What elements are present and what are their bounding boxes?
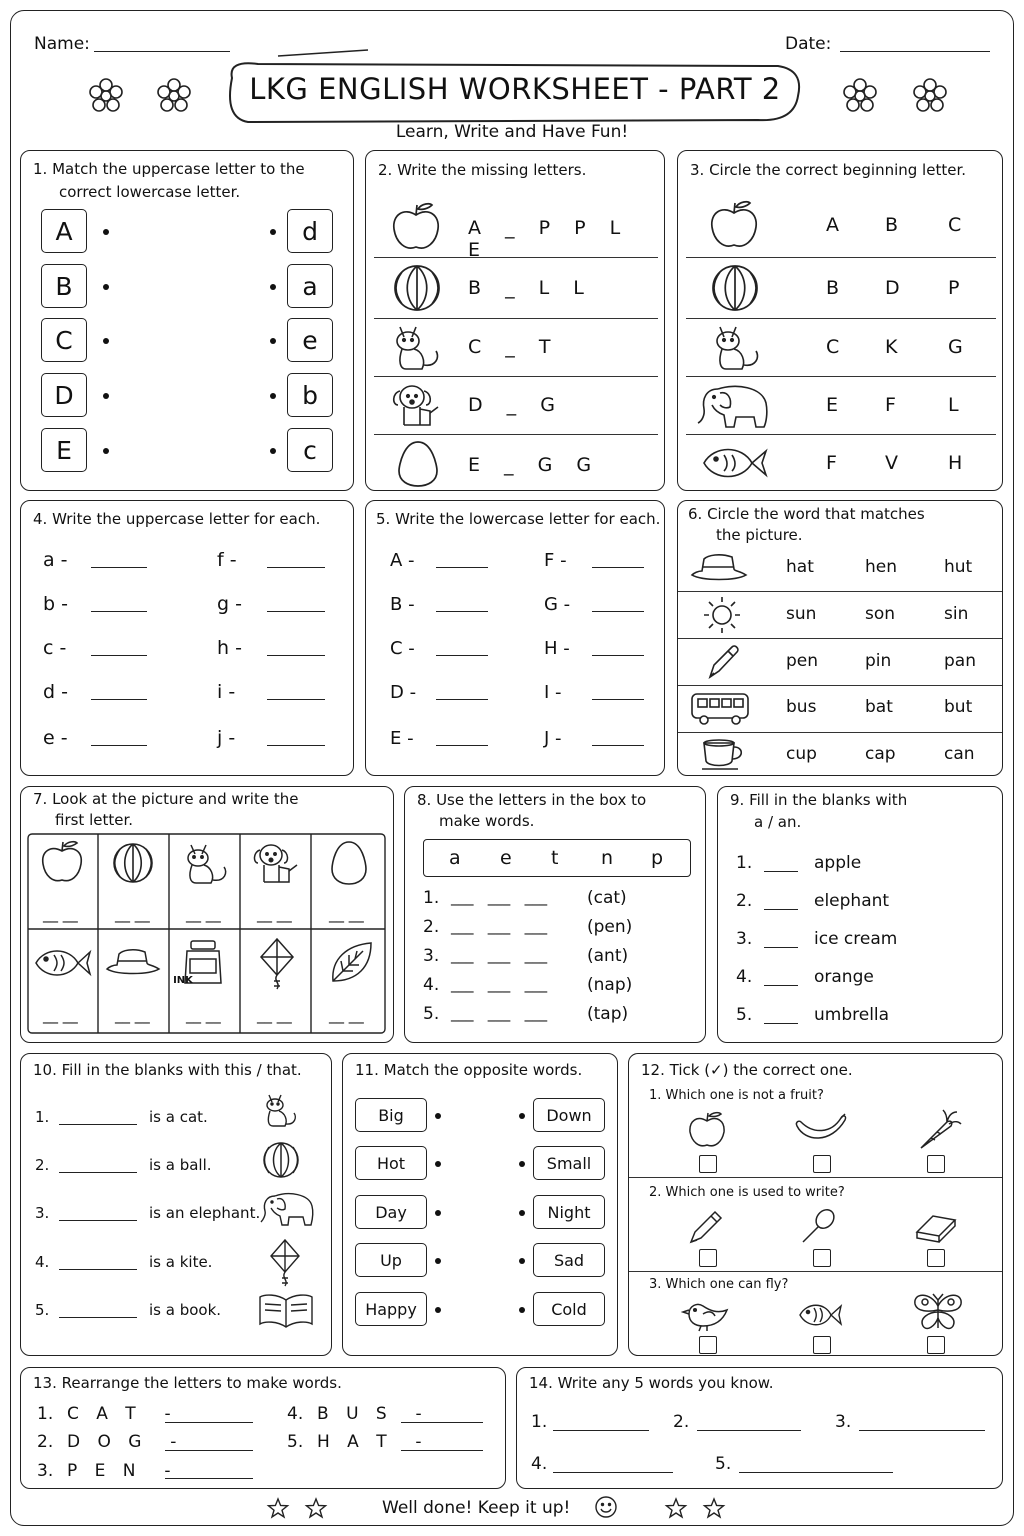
q5-item: J -: [544, 728, 562, 749]
q8-hint: (tap): [587, 1004, 629, 1024]
leaf-icon: [327, 939, 375, 987]
q8-hint: (ant): [587, 946, 629, 966]
answer-line[interactable]: [436, 699, 488, 700]
q10-text: is an elephant.: [149, 1204, 261, 1222]
elephant-icon: [696, 379, 772, 431]
word-up[interactable]: Up: [355, 1243, 427, 1277]
lower-d[interactable]: d: [287, 209, 333, 253]
elephant-icon: [259, 1188, 317, 1230]
match-dot[interactable]: [103, 393, 109, 399]
kite-icon: [267, 1238, 303, 1288]
hat-icon: [690, 551, 748, 585]
answer-line[interactable]: [267, 745, 325, 746]
fish-icon: [33, 943, 93, 983]
flower-icons-left: [84, 74, 204, 118]
q8-title-cont: make words.: [439, 812, 535, 830]
first-letter-blank[interactable]: __ __: [257, 1006, 292, 1024]
butterfly-icon: [911, 1290, 965, 1334]
worksheet-subtitle: Learn, Write and Have Fun!: [395, 122, 629, 142]
word-small[interactable]: Small: [533, 1146, 605, 1180]
q4-item: i -: [217, 681, 236, 703]
answer-line[interactable]: [553, 1430, 649, 1431]
match-dot[interactable]: [103, 229, 109, 235]
q13-num: 1.: [37, 1404, 54, 1424]
q4-title: 4. Write the uppercase letter for each.: [33, 510, 321, 528]
word-happy[interactable]: Happy: [355, 1292, 427, 1326]
answer-line[interactable]: [592, 745, 644, 746]
q14-num: 1.: [531, 1412, 548, 1432]
q8-box: [404, 786, 706, 1043]
q1-title-cont: correct lowercase letter.: [59, 183, 241, 201]
q8-title: 8. Use the letters in the box to: [417, 791, 647, 809]
letter-tile: n: [601, 847, 614, 869]
word-sad[interactable]: Sad: [533, 1243, 605, 1277]
answer-line[interactable]: [267, 611, 325, 612]
match-dot[interactable]: [270, 338, 276, 344]
q3-opt[interactable]: B: [826, 277, 840, 299]
word-down[interactable]: Down: [533, 1098, 605, 1132]
apple-icon: [708, 199, 760, 251]
worksheet-title: LKG ENGLISH WORKSHEET - PART 2: [249, 72, 781, 106]
match-dot[interactable]: [103, 284, 109, 290]
answer-line[interactable]: [59, 1172, 137, 1173]
q2-word-2: B _ L L: [468, 277, 593, 299]
q6-opt[interactable]: pen: [786, 651, 819, 671]
q6-opt[interactable]: pin: [865, 651, 892, 671]
q4-item: d -: [43, 681, 68, 703]
q13-letters: H A T -: [317, 1432, 428, 1452]
checkbox-bird[interactable]: [699, 1336, 717, 1354]
cat-icon: [392, 321, 446, 373]
q4-item: f -: [217, 549, 237, 571]
first-letter-blank[interactable]: __ __: [43, 1006, 78, 1024]
q3-box: [677, 150, 1003, 491]
q6-opt[interactable]: son: [865, 604, 896, 624]
q13-box: [20, 1367, 506, 1489]
q5-item: A -: [390, 550, 415, 571]
q8-hint: (cat): [587, 888, 627, 908]
upper-b[interactable]: B: [41, 264, 87, 308]
q10-text: is a kite.: [149, 1253, 213, 1271]
q6-opt[interactable]: hat: [786, 557, 814, 577]
q9-num: 3.: [736, 929, 753, 949]
match-dot[interactable]: [270, 284, 276, 290]
q11-title: 11. Match the opposite words.: [355, 1061, 583, 1079]
answer-line[interactable]: [165, 1450, 253, 1451]
q1-title: 1. Match the uppercase letter to the: [33, 160, 305, 178]
star-icons-right: [664, 1496, 728, 1520]
answer-line[interactable]: [436, 745, 488, 746]
answer-line[interactable]: [267, 699, 325, 700]
first-letter-blank[interactable]: __ __: [329, 1006, 364, 1024]
apple-icon: [390, 201, 442, 253]
letter-tile: t: [551, 847, 559, 869]
q9-box: [717, 786, 1003, 1043]
first-letter-blank[interactable]: __ __: [43, 905, 78, 923]
cat-icon: [263, 1090, 299, 1132]
q13-letters: B U S -: [317, 1404, 428, 1424]
eraser-icon: [913, 1210, 959, 1244]
hat-icon: [105, 947, 161, 979]
q8-num: 5.: [423, 1004, 440, 1024]
carrot-icon: [917, 1108, 963, 1152]
pen-icon: [704, 641, 744, 681]
q11-box: [342, 1053, 618, 1356]
q4-item: j -: [217, 727, 236, 749]
checkbox-carrot[interactable]: [927, 1155, 945, 1173]
answer-line[interactable]: [59, 1269, 137, 1270]
match-dot[interactable]: [435, 1307, 441, 1313]
banana-icon: [793, 1112, 849, 1148]
answer-line[interactable]: [91, 655, 147, 656]
match-dot[interactable]: [270, 393, 276, 399]
q5-item: C -: [390, 638, 415, 659]
upper-a[interactable]: A: [41, 209, 87, 253]
letter-tile: a: [449, 847, 461, 869]
cat-icon: [183, 839, 233, 887]
answer-line[interactable]: [553, 1472, 673, 1473]
q9-word: umbrella: [814, 1005, 890, 1025]
answer-line[interactable]: [592, 567, 644, 568]
q3-opt[interactable]: A: [826, 214, 839, 236]
q13-title: 13. Rearrange the letters to make words.: [33, 1374, 342, 1392]
q14-num: 3.: [835, 1412, 852, 1432]
q6-opt[interactable]: sun: [786, 604, 817, 624]
answer-line[interactable]: [91, 567, 147, 568]
answer-line[interactable]: [91, 699, 147, 700]
answer-line[interactable]: [436, 655, 488, 656]
q5-item: G -: [544, 594, 571, 615]
checkbox-fish[interactable]: [813, 1336, 831, 1354]
checkbox-pencil[interactable]: [699, 1249, 717, 1267]
date-label: Date:: [785, 34, 832, 54]
first-letter-blank[interactable]: __ __: [115, 1006, 150, 1024]
cat-icon: [712, 321, 766, 373]
letter-tile: p: [651, 847, 664, 869]
q10-text: is a book.: [149, 1301, 222, 1319]
answer-line[interactable]: [91, 745, 147, 746]
q14-num: 5.: [715, 1454, 732, 1474]
lower-e[interactable]: e: [287, 318, 333, 362]
answer-line[interactable]: [859, 1430, 985, 1431]
lower-c[interactable]: c: [287, 428, 333, 472]
q6-opt[interactable]: hut: [944, 557, 973, 577]
match-dot[interactable]: [435, 1210, 441, 1216]
q12-box: [628, 1053, 1003, 1356]
q10-text: is a cat.: [149, 1108, 208, 1126]
q6-opt[interactable]: can: [944, 744, 975, 764]
answer-line[interactable]: [592, 699, 644, 700]
answer-line[interactable]: [59, 1124, 137, 1125]
name-label: Name:: [34, 34, 90, 54]
answer-line[interactable]: [697, 1430, 801, 1431]
q14-num: 4.: [531, 1454, 548, 1474]
ink-label: INK: [173, 975, 193, 986]
q8-hint: (nap): [587, 975, 633, 995]
first-letter-blank[interactable]: __ __: [257, 905, 292, 923]
q12-question-1: 1. Which one is not a fruit?: [649, 1088, 824, 1103]
q5-item: F -: [544, 550, 567, 571]
q14-num: 2.: [673, 1412, 690, 1432]
match-dot[interactable]: [519, 1113, 525, 1119]
checkbox-butterfly[interactable]: [927, 1336, 945, 1354]
cup-icon: [700, 737, 750, 773]
answer-line[interactable]: [592, 611, 644, 612]
lower-a[interactable]: a: [287, 264, 333, 308]
q13-num: 5.: [287, 1432, 304, 1452]
q9-word: apple: [814, 853, 862, 873]
answer-line[interactable]: [401, 1450, 483, 1451]
upper-e[interactable]: E: [41, 428, 87, 472]
q2-word-5: E _ G G: [468, 454, 601, 476]
q5-item: I -: [544, 682, 562, 703]
q9-num: 4.: [736, 967, 753, 987]
q6-opt[interactable]: pan: [944, 651, 976, 671]
checkbox-banana[interactable]: [813, 1155, 831, 1173]
bus-icon: [690, 691, 752, 727]
answer-line[interactable]: [764, 871, 798, 872]
checkbox-eraser[interactable]: [927, 1249, 945, 1267]
word-day[interactable]: Day: [355, 1195, 427, 1229]
q2-box: [365, 150, 665, 491]
date-field[interactable]: [840, 51, 990, 52]
q3-opt[interactable]: V: [885, 452, 898, 474]
q4-item: a -: [43, 549, 68, 571]
bird-icon: [681, 1296, 731, 1332]
q6-opt[interactable]: bat: [865, 697, 893, 717]
q3-opt[interactable]: E: [826, 394, 839, 416]
q7-title-cont: first letter.: [55, 811, 134, 829]
answer-line[interactable]: [165, 1478, 253, 1479]
match-dot[interactable]: [103, 448, 109, 454]
answer-line[interactable]: [267, 655, 325, 656]
apple-icon: [39, 839, 85, 885]
answer-line[interactable]: [592, 655, 644, 656]
q6-opt[interactable]: but: [944, 697, 973, 717]
q4-box: [20, 500, 354, 776]
q3-opt[interactable]: F: [885, 394, 896, 416]
answer-line[interactable]: [764, 1023, 798, 1024]
dog-icon: [251, 839, 303, 887]
q6-title-cont: the picture.: [716, 526, 803, 544]
match-dot[interactable]: [519, 1161, 525, 1167]
match-dot[interactable]: [270, 448, 276, 454]
q14-box: [516, 1367, 1003, 1489]
q5-item: D -: [390, 682, 417, 703]
name-field[interactable]: [94, 51, 230, 52]
q10-num: 3.: [35, 1204, 50, 1222]
word-cold[interactable]: Cold: [533, 1292, 605, 1326]
q3-opt[interactable]: C: [948, 214, 962, 236]
ball-icon: [111, 841, 155, 885]
ball-icon: [710, 263, 760, 313]
q6-box: [677, 500, 1003, 776]
word-hot[interactable]: Hot: [355, 1146, 427, 1180]
answer-line[interactable]: [764, 947, 798, 948]
answer-line[interactable]: [165, 1422, 253, 1423]
q7-title: 7. Look at the picture and write the: [33, 790, 299, 808]
word-big[interactable]: Big: [355, 1098, 427, 1132]
q3-opt[interactable]: L: [948, 394, 959, 416]
kite-icon: [257, 937, 297, 993]
q9-word: elephant: [814, 891, 890, 911]
q3-title: 3. Circle the correct beginning letter.: [690, 161, 967, 179]
q9-num: 5.: [736, 1005, 753, 1025]
q10-num: 4.: [35, 1253, 50, 1271]
q5-item: E -: [390, 728, 414, 749]
egg-icon: [329, 839, 369, 887]
q4-item: e -: [43, 727, 68, 749]
word-blanks[interactable]: ___ ___ ___: [451, 888, 548, 906]
q9-num: 1.: [736, 853, 753, 873]
q4-item: b -: [43, 593, 68, 615]
q6-opt[interactable]: bus: [786, 697, 817, 717]
ball-icon: [261, 1140, 301, 1180]
q6-opt[interactable]: sin: [944, 604, 969, 624]
answer-line[interactable]: [436, 611, 488, 612]
q5-box: [365, 500, 665, 776]
apple-icon: [687, 1110, 727, 1150]
q10-num: 1.: [35, 1108, 50, 1126]
q10-title: 10. Fill in the blanks with this / that.: [33, 1061, 302, 1079]
q8-num: 4.: [423, 975, 440, 995]
q14-title: 14. Write any 5 words you know.: [529, 1374, 774, 1392]
q12-title: 12. Tick (✓) the correct one.: [641, 1061, 853, 1079]
word-blanks[interactable]: ___ ___ ___: [451, 946, 548, 964]
q13-num: 3.: [37, 1461, 54, 1481]
word-blanks[interactable]: ___ ___ ___: [451, 975, 548, 993]
match-dot[interactable]: [270, 229, 276, 235]
q12-question-3: 3. Which one can fly?: [649, 1277, 789, 1292]
footer-message: Well done! Keep it up!: [382, 1498, 571, 1518]
match-dot[interactable]: [519, 1210, 525, 1216]
q6-title: 6. Circle the word that matches: [688, 505, 925, 523]
spoon-icon: [799, 1206, 839, 1246]
q4-item: h -: [217, 637, 242, 659]
q4-item: c -: [43, 637, 67, 659]
answer-line[interactable]: [764, 909, 798, 910]
egg-icon: [396, 439, 440, 489]
q10-box: [20, 1053, 332, 1356]
checkbox-spoon[interactable]: [813, 1249, 831, 1267]
q2-word-4: D _ G: [468, 394, 564, 416]
q3-opt[interactable]: B: [885, 214, 899, 236]
q7-box: [20, 786, 394, 1043]
answer-line[interactable]: [59, 1317, 137, 1318]
first-letter-blank[interactable]: __ __: [186, 905, 221, 923]
q8-num: 2.: [423, 917, 440, 937]
q3-opt[interactable]: K: [885, 336, 898, 358]
answer-line[interactable]: [436, 567, 488, 568]
q13-num: 2.: [37, 1432, 54, 1452]
q9-word: orange: [814, 967, 874, 987]
word-night[interactable]: Night: [533, 1195, 605, 1229]
upper-d[interactable]: D: [41, 373, 87, 417]
answer-line[interactable]: [267, 567, 325, 568]
smiley-icon: [594, 1495, 618, 1519]
match-dot[interactable]: [519, 1307, 525, 1313]
fish-icon: [797, 1298, 845, 1332]
book-icon: [257, 1292, 315, 1330]
q8-num: 1.: [423, 888, 440, 908]
q3-opt[interactable]: G: [948, 336, 963, 358]
first-letter-blank[interactable]: __ __: [186, 1006, 221, 1024]
answer-line[interactable]: [764, 985, 798, 986]
q2-word-1: A _ P P L E: [468, 217, 630, 261]
match-dot[interactable]: [103, 338, 109, 344]
lower-b[interactable]: b: [287, 373, 333, 417]
q3-opt[interactable]: P: [948, 277, 960, 299]
sun-icon: [702, 595, 742, 635]
q6-opt[interactable]: hen: [865, 557, 898, 577]
q9-title-cont: a / an.: [754, 813, 802, 831]
word-blanks[interactable]: ___ ___ ___: [451, 1004, 548, 1022]
match-dot[interactable]: [435, 1161, 441, 1167]
q5-item: H -: [544, 638, 570, 659]
answer-line[interactable]: [59, 1220, 137, 1221]
letter-tile: e: [500, 847, 512, 869]
q5-item: B -: [390, 594, 415, 615]
q1-box: [20, 150, 354, 491]
answer-line[interactable]: [739, 1472, 893, 1473]
fish-icon: [700, 441, 770, 485]
q2-title: 2. Write the missing letters.: [378, 161, 587, 179]
q13-letters: P E N -: [67, 1461, 177, 1481]
q4-item: g -: [217, 593, 242, 615]
q10-num: 2.: [35, 1156, 50, 1174]
ball-icon: [392, 263, 442, 313]
q9-word: ice cream: [814, 929, 898, 949]
pencil-icon: [687, 1206, 727, 1246]
flower-icons-right: [836, 74, 956, 118]
q6-opt[interactable]: cap: [865, 744, 896, 764]
answer-line[interactable]: [91, 611, 147, 612]
q9-num: 2.: [736, 891, 753, 911]
q9-title: 9. Fill in the blanks with: [730, 791, 908, 809]
match-dot[interactable]: [435, 1113, 441, 1119]
q3-opt[interactable]: H: [948, 452, 963, 474]
match-dot[interactable]: [519, 1258, 525, 1264]
word-blanks[interactable]: ___ ___ ___: [451, 917, 548, 935]
first-letter-blank[interactable]: __ __: [115, 905, 150, 923]
star-icons-left: [266, 1496, 330, 1520]
answer-line[interactable]: [401, 1422, 483, 1423]
q10-num: 5.: [35, 1301, 50, 1319]
checkbox-apple[interactable]: [699, 1155, 717, 1173]
q2-word-3: C _ T: [468, 336, 560, 358]
q13-num: 4.: [287, 1404, 304, 1424]
q5-title: 5. Write the lowercase letter for each.: [376, 510, 661, 528]
q13-letters: D O G -: [67, 1432, 183, 1452]
q8-hint: (pen): [587, 917, 633, 937]
first-letter-blank[interactable]: __ __: [329, 905, 364, 923]
dog-icon: [390, 379, 446, 431]
q8-num: 3.: [423, 946, 440, 966]
q6-opt[interactable]: cup: [786, 744, 817, 764]
q12-question-2: 2. Which one is used to write?: [649, 1185, 845, 1200]
q3-opt[interactable]: C: [826, 336, 840, 358]
q3-opt[interactable]: D: [885, 277, 900, 299]
q10-text: is a ball.: [149, 1156, 212, 1174]
match-dot[interactable]: [435, 1258, 441, 1264]
upper-c[interactable]: C: [41, 318, 87, 362]
q3-opt[interactable]: F: [826, 452, 837, 474]
q13-letters: C A T -: [67, 1404, 177, 1424]
